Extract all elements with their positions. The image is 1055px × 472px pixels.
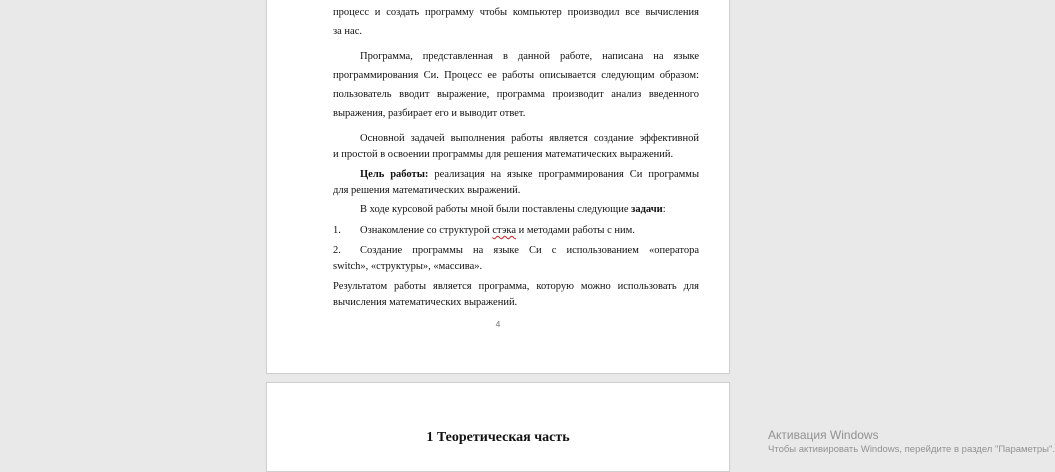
paragraph-6-line-2: вычисления математических выражений.: [333, 297, 518, 308]
section-heading: 1 Теоретическая часть: [426, 430, 570, 445]
paragraph-3-line-2: и простой в освоении программы для решения математических выражений.: [333, 149, 674, 160]
page-number: 4: [495, 319, 501, 329]
paragraph-4-line-2: для решения математических выражений.: [333, 185, 521, 196]
paragraph-2-line-3: пользователь вводит выражение, программа производит анализ введенного: [333, 89, 699, 100]
paragraph-2-line-4: выражения, разбирает его и выводит ответ.: [333, 108, 526, 119]
list-item-2-line-2: switch», «структуры», «массива».: [333, 261, 483, 272]
list-item-2-number: 2.: [333, 245, 341, 256]
list-item-1-before: Ознакомление со структурой: [360, 225, 493, 236]
spelling-error-word[interactable]: стэка: [492, 225, 517, 236]
paragraph-4-line-1: [333, 169, 699, 180]
goal-label: Цель работы:: [360, 169, 429, 180]
paragraph-2-line-1: Программа, представленная в данной работе, написана на языке: [360, 51, 699, 62]
list-item-1-number: 1.: [333, 225, 341, 236]
watermark-subtitle: Чтобы активировать Windows, перейдите в раздел "Параметры".: [768, 444, 1055, 455]
document-page-4: [266, 0, 730, 374]
paragraph-1-line-1: процесс и создать программу чтобы компьютер производил все вычисления: [333, 7, 699, 18]
tasks-intro: В ходе курсовой работы мной были поставлены следующие: [360, 204, 632, 215]
paragraph-1-line-2: за нас.: [333, 26, 362, 37]
list-item-2-line-1: Создание программы на языке Си с использованием «оператора: [360, 245, 699, 256]
paragraph-5: [333, 204, 699, 215]
watermark-title: Активация Windows: [768, 428, 879, 442]
windows-activation-watermark: [768, 428, 1055, 457]
document-page-5: [266, 382, 730, 472]
tasks-colon: :: [662, 204, 666, 215]
goal-text: реализация на языке программирования Си программы: [428, 169, 700, 180]
paragraph-3-line-1: Основной задачей выполнения работы является создание эффективной: [360, 133, 699, 144]
paragraph-6-line-1: Результатом работы является программа, которую можно использовать для: [333, 281, 699, 292]
tasks-label: задачи: [631, 204, 663, 215]
list-item-1-after: и методами работы с ним.: [516, 225, 635, 236]
paragraph-2-line-2: программирования Си. Процесс ее работы описывается следующим образом:: [333, 70, 699, 81]
list-item-1-text: [360, 225, 699, 236]
